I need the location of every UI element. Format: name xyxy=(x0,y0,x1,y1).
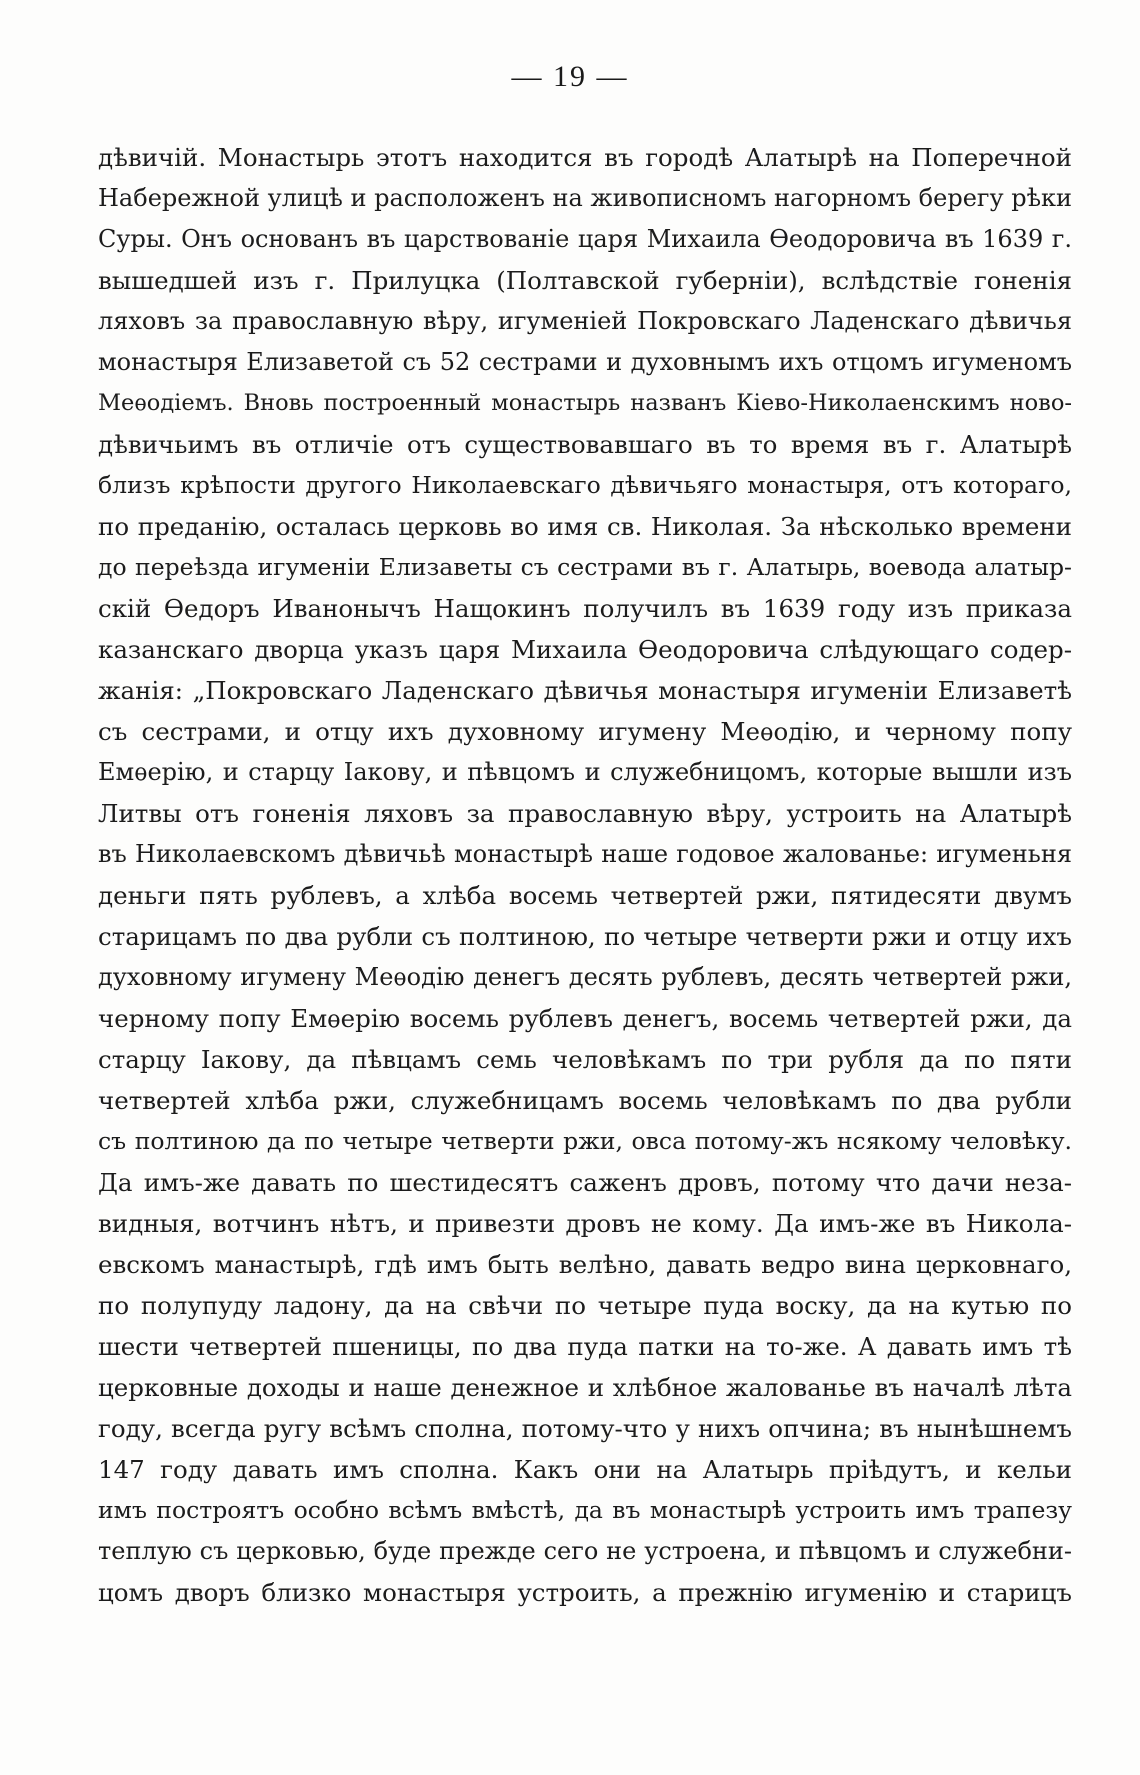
text-line: шести четвертей пшеницы, по два пуда патки на то-же. А давать имъ тѣ xyxy=(98,1332,1072,1361)
text-line: въ Николаевскомъ дѣвичьѣ монастырѣ наше годовое жалованье: игуменьня xyxy=(98,840,1072,868)
text-line: Да имъ-же давать по шестидесятъ саженъ дровъ, потому что дачи неза- xyxy=(98,1168,1072,1197)
text-line: старцу Іакову, да пѣвцамъ семь человѣкамъ по три рубля да по пяти xyxy=(98,1045,1072,1074)
text-line: съ сестрами, и отцу ихъ духовному игумену Меѳодію, и черному попу xyxy=(98,717,1072,746)
text-line: вышедшей изъ г. Прилуцка (Полтавской губерніи), вслѣдствіе гоненія xyxy=(98,266,1072,295)
text-line: казанскаго дворца указъ царя Михаила Ѳеодоровича слѣдующаго содер- xyxy=(98,635,1072,664)
text-line: Суры. Онъ основанъ въ царствованіе царя Михаила Ѳеодоровича въ 1639 г. xyxy=(98,225,1072,253)
text-line: цомъ дворъ близко монастыря устроить, а прежнію игуменію и старицъ xyxy=(98,1578,1072,1607)
text-line: съ полтиною да по четыре четверти ржи, овса потому-жъ нсякому человѣку. xyxy=(98,1127,1072,1155)
text-line: евскомъ манастырѣ, гдѣ имъ быть велѣно, давать ведро вина церковнаго, xyxy=(98,1250,1072,1279)
text-line: четвертей хлѣба ржи, служебницамъ восемь человѣкамъ по два рубли xyxy=(98,1086,1072,1115)
text-line: старицамъ по два рубли съ полтиною, по четыре четверти ржи и отцу ихъ xyxy=(98,922,1072,951)
text-line: по преданію, осталась церковь во имя св. Николая. За нѣсколько времени xyxy=(98,512,1072,541)
page-number: — 19 — xyxy=(511,60,629,93)
text-line: имъ построятъ особно всѣмъ вмѣстѣ, да въ монастырѣ устроить имъ трапезу xyxy=(98,1496,1072,1524)
body-text xyxy=(98,137,1072,1613)
text-line: дѣвичій. Монастырь этотъ находится въ городѣ Алатырѣ на Поперечной xyxy=(98,143,1072,172)
text-line: Литвы отъ гоненія ляховъ за православную вѣру, устроить на Алатырѣ xyxy=(98,799,1072,828)
text-line: Набережной улицѣ и расположенъ на живописномъ нагорномъ берегу рѣки xyxy=(98,184,1072,212)
text-line: Емѳерію, и старцу Іакову, и пѣвцомъ и служебницомъ, которые вышли изъ xyxy=(98,758,1072,786)
text-line: монастыря Елизаветой съ 52 сестрами и духовнымъ ихъ отцомъ игуменомъ xyxy=(98,348,1072,376)
text-line: духовному игумену Меѳодію денегъ десять рублевъ, десять четвертей ржи, xyxy=(98,963,1072,991)
text-line: жанія: „Покровскаго Ладенскаго дѣвичья монастыря игуменіи Елизаветѣ xyxy=(98,676,1072,705)
text-line: видныя, вотчинъ нѣтъ, и привезти дровъ не кому. Да имъ-же въ Никола- xyxy=(98,1209,1072,1238)
text-line: теплую съ церковью, буде прежде сего не устроена, и пѣвцомъ и служебни- xyxy=(98,1537,1072,1565)
text-line: Меѳодіемъ. Вновь построенный монастырь названъ Кіево-Николаенскимъ ново- xyxy=(98,390,1072,416)
text-line: деньги пять рублевъ, а хлѣба восемь четвертей ржи, пятидесяти двумъ xyxy=(98,881,1072,910)
text-line: церковные доходы и наше денежное и хлѣбное жалованье въ началѣ лѣта xyxy=(98,1373,1072,1402)
text-line: черному попу Емѳерію восемь рублевъ денегъ, восемь четвертей ржи, да xyxy=(98,1004,1072,1033)
text-line: близъ крѣпости другого Николаевскаго дѣвичьяго монастыря, отъ котораго, xyxy=(98,471,1072,499)
text-line: по полупуду ладону, да на свѣчи по четыре пуда воску, да на кутью по xyxy=(98,1291,1072,1320)
text-line: 147 году давать имъ сполна. Какъ они на Алатырь пріѣдутъ, и кельи xyxy=(98,1455,1072,1484)
text-line: до переѣзда игуменіи Елизаветы съ сестрами въ г. Алатырь, воевода алатыр- xyxy=(98,553,1072,581)
text-line: дѣвичьимъ въ отличіе отъ существовавшаго въ то время въ г. Алатырѣ xyxy=(98,430,1072,459)
text-line: скій Ѳедоръ Иванонычъ Нащокинъ получилъ въ 1639 году изъ приказа xyxy=(98,594,1072,623)
text-line: году, всегда ругу всѣмъ сполна, потому-что у нихъ опчина; въ нынѣшнемъ xyxy=(98,1414,1072,1443)
text-line: ляховъ за православную вѣру, игуменіей Покровскаго Ладенскаго дѣвичья xyxy=(98,307,1072,335)
